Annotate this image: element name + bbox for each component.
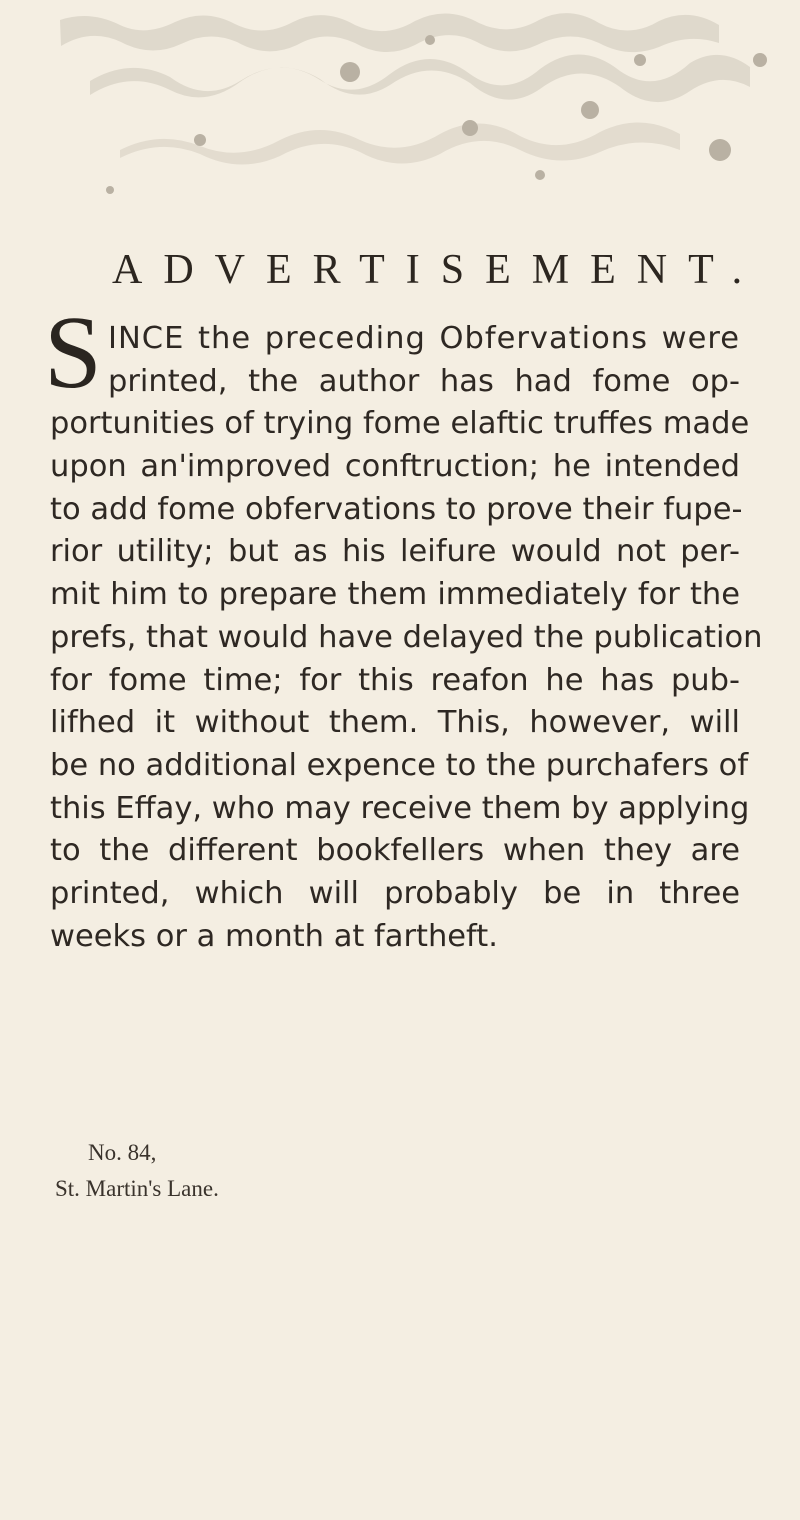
text-line: printed, which will probably be in three (50, 875, 740, 911)
text-line: to the different bookfellers when they are (50, 833, 740, 869)
text-line: weeks or a month at fartheft. (50, 918, 498, 954)
text-line: upon an'improved conftruction; he intended (50, 449, 740, 485)
address-street: St. Martin's Lane. (55, 1176, 219, 1201)
text-line: for fome time; for this reafon he has pub- (50, 662, 740, 698)
bleed-through-ornament (0, 0, 800, 230)
drop-cap: S (44, 295, 102, 410)
text-line: to add fome obfervations to prove their fupe- (50, 491, 743, 527)
text-line: this Effay, who may receive them by applying (50, 790, 750, 826)
page-heading: ADVERTISEMENT. (112, 247, 764, 293)
text-line: be no additional expence to the purchafers of (50, 747, 749, 783)
text-line: mit him to prepare them immediately for the (50, 577, 740, 613)
advertisement-body (50, 318, 763, 958)
publisher-address (55, 1137, 219, 1205)
text-line: lifhed it without them. This, however, will (50, 705, 740, 741)
text-line: rior utility; but as his leifure would not per- (50, 534, 740, 570)
text-line: printed, the author has had fome op- (108, 363, 740, 399)
text-line: prefs, that would have delayed the publication (50, 619, 763, 655)
text-line: portunities of trying fome elaftic truffes made (50, 406, 750, 442)
text-line: INCE the preceding Obfervations were (108, 321, 740, 356)
address-number: No. 84, (88, 1140, 157, 1165)
